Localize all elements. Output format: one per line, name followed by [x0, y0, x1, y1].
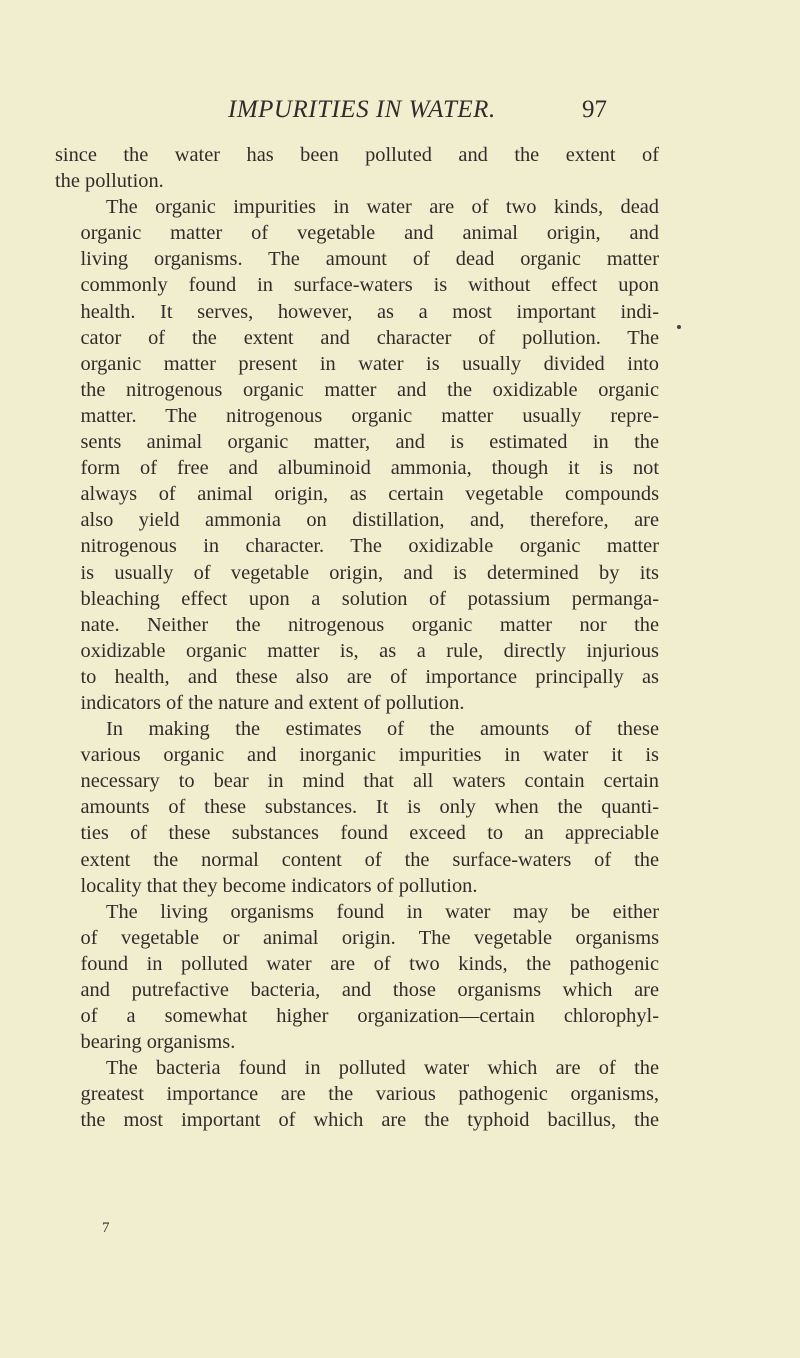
body-text	[55, 142, 659, 1134]
text-line: cator of the extent and character of pollution. The	[80, 326, 659, 349]
text-line: extent the normal content of the surface-waters of the	[80, 848, 659, 871]
text-line: matter. The nitrogenous organic matter usually repre-	[80, 404, 659, 427]
paragraph	[55, 142, 659, 194]
text-line: organic matter of vegetable and animal origin, and	[80, 222, 659, 245]
text-line: various organic and inorganic impurities in water it is	[80, 744, 659, 767]
text-line: the nitrogenous organic matter and the oxidizable organic	[80, 378, 659, 401]
text-line: greatest importance are the various pathogenic organisms,	[80, 1083, 659, 1106]
text-line: The bacteria found in polluted water which are of the	[106, 1057, 659, 1080]
paragraph	[55, 899, 659, 1056]
text-line: sents animal organic matter, and is estimated in the	[80, 431, 659, 454]
text-line: locality that they become indicators of pollution.	[80, 874, 478, 897]
text-line: amounts of these substances. It is only when the quanti-	[80, 796, 659, 819]
text-line: commonly found in surface-waters is without effect upon	[80, 274, 659, 297]
page-header	[0, 96, 800, 136]
text-line: form of free and albuminoid ammonia, though it is not	[80, 457, 659, 480]
paragraph	[55, 194, 659, 716]
text-line: The living organisms found in water may be either	[106, 900, 659, 923]
text-line: indicators of the nature and extent of pollution.	[80, 691, 465, 714]
page-number: 97	[582, 96, 607, 123]
paragraph	[55, 1055, 659, 1133]
margin-dot-mark	[677, 325, 681, 329]
text-line: and putrefactive bacteria, and those organisms which are	[80, 979, 659, 1001]
text-line: ties of these substances found exceed to an appreciable	[80, 822, 659, 845]
signature-mark: 7	[102, 1220, 110, 1236]
text-line: since the water has been polluted and the extent of	[55, 144, 659, 166]
text-line: of a somewhat higher organization—certain chlorophyl-	[80, 1005, 659, 1028]
text-line: is usually of vegetable origin, and is determined by its	[80, 561, 659, 584]
text-line: found in polluted water are of two kinds, the pathogenic	[80, 952, 659, 975]
text-line: In making the estimates of the amounts of these	[106, 718, 659, 741]
text-line: nate. Neither the nitrogenous organic matter nor the	[80, 613, 659, 636]
text-line: necessary to bear in mind that all waters contain certain	[80, 770, 659, 793]
text-line: always of animal origin, as certain vegetable compounds	[80, 483, 659, 506]
text-line: living organisms. The amount of dead organic matter	[80, 248, 659, 271]
text-line: organic matter present in water is usually divided into	[80, 352, 659, 375]
text-line: bleaching effect upon a solution of potassium permanga-	[80, 587, 659, 610]
text-line: health. It serves, however, as a most important indi-	[80, 300, 659, 323]
text-line: oxidizable organic matter is, as a rule, directly injurious	[80, 639, 659, 662]
text-line: of vegetable or animal origin. The vegetable organisms	[80, 926, 659, 949]
text-line: the most important of which are the typhoid bacillus, the	[80, 1109, 659, 1132]
text-line: also yield ammonia on distillation, and, therefore, are	[80, 509, 659, 532]
text-line: the pollution.	[55, 170, 164, 193]
running-head: IMPURITIES IN WATER.	[228, 96, 496, 123]
paragraph	[55, 716, 659, 899]
text-line: bearing organisms.	[80, 1031, 236, 1054]
text-line: nitrogenous in character. The oxidizable organic matter	[80, 535, 659, 558]
text-line: The organic impurities in water are of two kinds, dead	[106, 196, 659, 219]
text-line: to health, and these also are of importance principally as	[80, 665, 659, 688]
